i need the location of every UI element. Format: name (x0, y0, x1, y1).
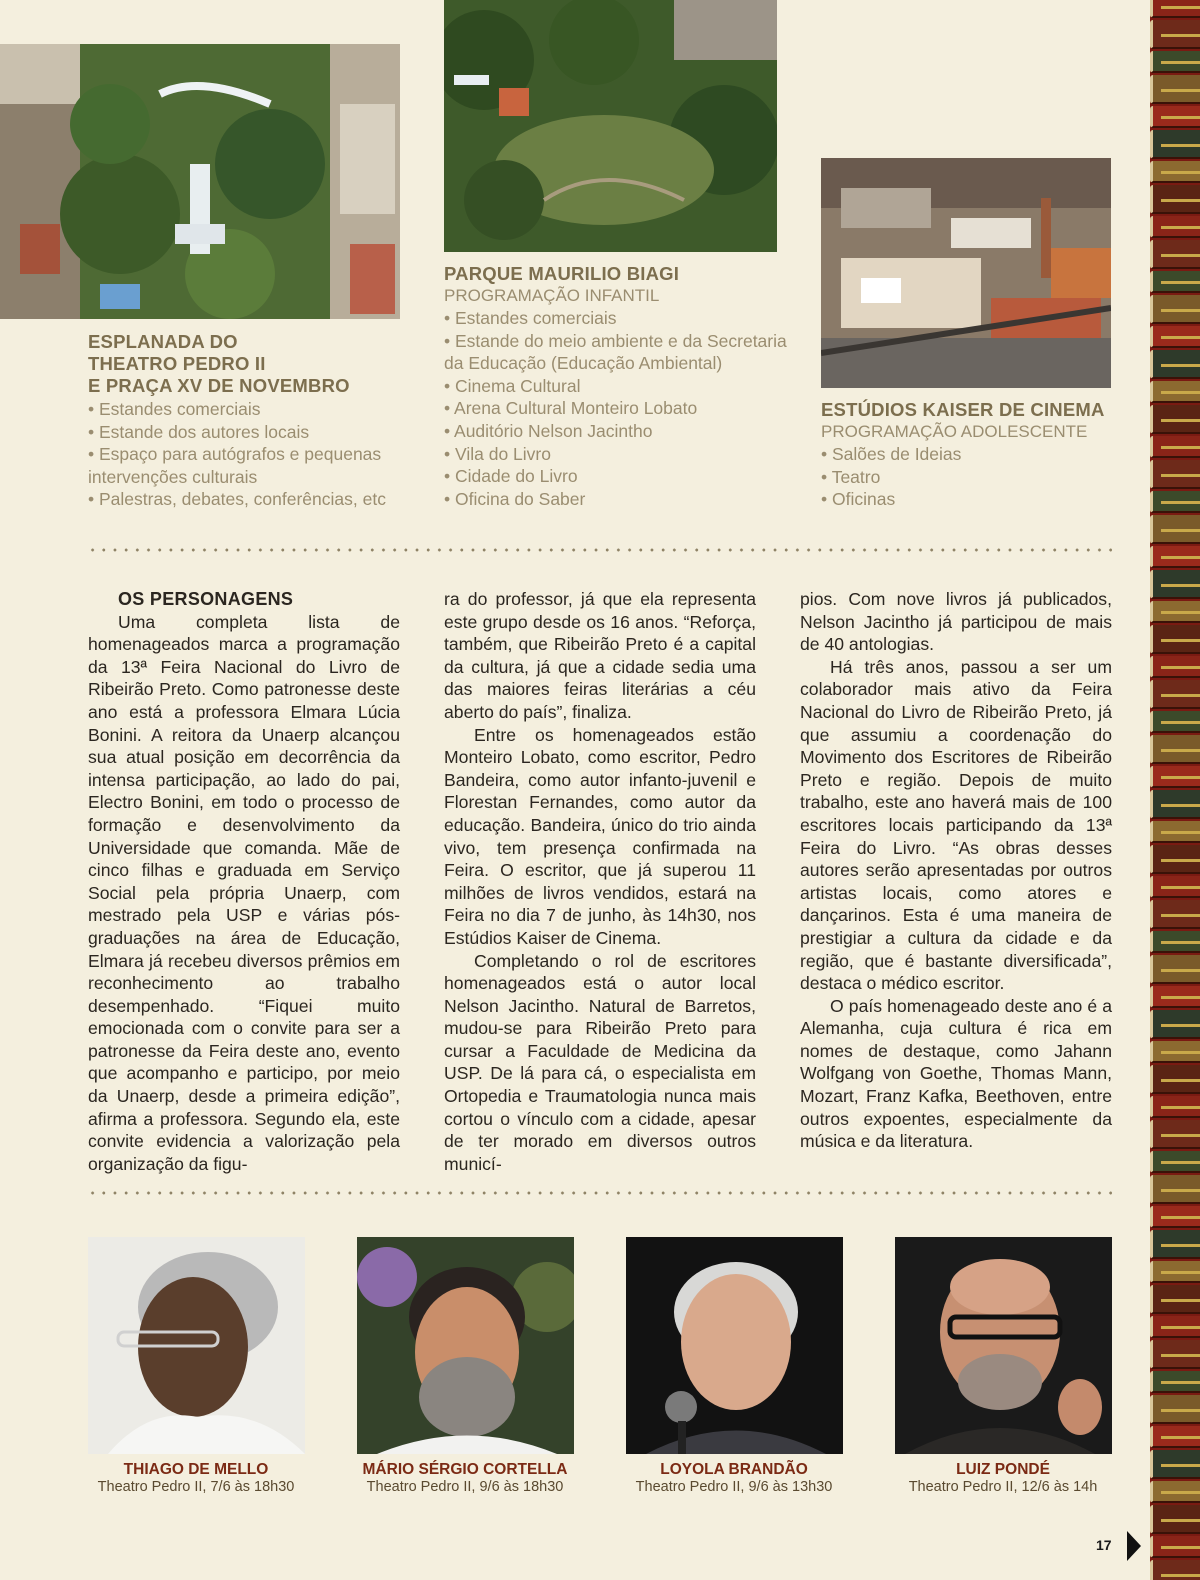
dotted-divider (87, 548, 1112, 552)
spine-band (1161, 1244, 1200, 1247)
spine-band (1161, 1574, 1200, 1577)
book-spine (1150, 680, 1200, 709)
spine-band (1161, 859, 1200, 862)
spine-band (1161, 1381, 1200, 1384)
spine-band (1161, 446, 1200, 449)
spine-band (1161, 749, 1200, 752)
book-spine (1150, 1395, 1200, 1424)
spine-band (1161, 1189, 1200, 1192)
list-item: • Auditório Nelson Jacintho (444, 420, 789, 443)
spine-band (1161, 996, 1200, 999)
book-spine (1150, 1481, 1200, 1503)
person-name: LUIZ PONDÉ (956, 1461, 1050, 1478)
book-spine (1150, 1505, 1200, 1534)
venue-title: ESTÚDIOS KAISER DE CINEMA (821, 399, 1105, 420)
list-item: • Salões de Ideias (821, 443, 1121, 466)
book-spine (1150, 570, 1200, 599)
book-spine (1150, 1340, 1200, 1369)
spine-band (1161, 1024, 1200, 1027)
spine-band (1161, 1464, 1200, 1467)
spine-band (1161, 474, 1200, 477)
book-spine (1150, 20, 1200, 49)
person-info: Theatro Pedro II, 12/6 às 14h (908, 1479, 1098, 1495)
book-spine (1150, 766, 1200, 788)
spine-band (1161, 391, 1200, 394)
spine-band (1161, 721, 1200, 724)
person-info: Theatro Pedro II, 9/6 às 18h30 (366, 1479, 564, 1495)
person-info: Theatro Pedro II, 7/6 às 18h30 (97, 1479, 295, 1495)
book-spine (1150, 1175, 1200, 1204)
book-spine (1150, 1426, 1200, 1448)
spine-band (1161, 1546, 1200, 1549)
spine-band (1161, 281, 1200, 284)
book-spine (1150, 931, 1200, 953)
parque-aerial-photo (444, 0, 777, 252)
spine-band (1161, 501, 1200, 504)
book-spine (1150, 350, 1200, 379)
article-paragraph: Uma completa lista de homenageados marca a programação da 13ª Feira Nacional do Livro de Ribeirão Preto. Como patronesse deste ano está a professora Elmara Lúcia Bonini. A reitora da Unaerp alcançou sua atual posição em decorrência da intensa participação, ao lado do pai, Electro Bonini, em todo o processo de formação e desenvolvimento da Universidade que comanda. Mãe de cinco filhas e graduada em Serviço Social pela própria Unaerp, com mestrado pela USP e várias pós-graduações na área de Educação, Elmara já recebeu diversos prêmios em reconhecimento ao trabalho desempenhado. “Fiquei muito emocionada com o convite para ser a patronesse da Feira deste ano, evento que acompanho e participo, por meio da Unaerp, desde a primeira edição”, afirma a professora. Segundo ela, este convite evidencia a valorização pela organização da figu- (88, 611, 400, 1174)
spine-band (1161, 1491, 1200, 1494)
list-item: • Estandes comerciais (444, 307, 789, 330)
spine-band (1161, 941, 1200, 944)
person-name: LOYOLA BRANDÃO (660, 1461, 808, 1478)
list-item: • Estande do meio ambiente e da Secretaria da Educação (Educação Ambiental) (444, 330, 789, 375)
venue-title-line: E PRAÇA XV DE NOVEMBRO (88, 375, 350, 396)
spine-band (1161, 226, 1200, 229)
book-spine (1150, 876, 1200, 898)
spine-band (1161, 914, 1200, 917)
spine-band (1161, 34, 1200, 37)
book-spine (1150, 185, 1200, 214)
list-item: • Oficina do Saber (444, 488, 789, 511)
book-spine (1150, 1151, 1200, 1173)
venue-title-line: ESPLANADA DO (88, 331, 238, 352)
venue-list (821, 443, 1121, 511)
article-paragraph: ra do professor, já que ela representa este grupo desde os 16 anos. “Reforça, também, que Ribeirão Preto é a capital da cultura, já que a cidade sedia uma das maiores feiras literárias a céu aberto do país”, finaliza. (444, 589, 756, 722)
portrait-mario-sergio-cortella (357, 1237, 574, 1454)
spine-band (1161, 776, 1200, 779)
book-spine (1150, 106, 1200, 128)
book-spine (1150, 240, 1200, 269)
spine-band (1161, 831, 1200, 834)
spine-band (1161, 1354, 1200, 1357)
book-spine (1150, 75, 1200, 104)
venue-parque (444, 263, 789, 510)
dotted-divider (87, 1191, 1112, 1195)
book-spine (1150, 1010, 1200, 1039)
person-name: THIAGO DE MELLO (123, 1461, 269, 1478)
next-page-arrow-icon[interactable] (1127, 1531, 1141, 1561)
spine-band (1161, 529, 1200, 532)
book-spine (1150, 845, 1200, 874)
spine-band (1161, 1216, 1200, 1219)
spine-band (1161, 1299, 1200, 1302)
book-spine (1150, 0, 1200, 18)
book-spine (1150, 955, 1200, 984)
list-item: • Palestras, debates, conferências, etc (88, 488, 408, 511)
book-spine (1150, 546, 1200, 568)
book-spine (1150, 625, 1200, 654)
spine-band (1161, 254, 1200, 257)
portrait-luiz-ponde (895, 1237, 1112, 1454)
book-spine (1150, 1065, 1200, 1094)
book-spine (1150, 130, 1200, 159)
spine-band (1161, 419, 1200, 422)
spine-band (1161, 1436, 1200, 1439)
spine-band (1161, 199, 1200, 202)
venue-title: PARQUE MAURILIO BIAGI (444, 263, 680, 284)
spine-band (1161, 1519, 1200, 1522)
book-spine (1150, 405, 1200, 434)
book-spine (1150, 161, 1200, 183)
list-item: • Oficinas (821, 488, 1121, 511)
article-column-1 (88, 588, 400, 1175)
article-paragraph: Completando o rol de escritores homenageados está o autor local Nelson Jacintho. Natural de Barretos, mudou-se para Ribeirão Preto para cursar a Faculdade de Medicina da USP. De lá para cá, o especialista em Ortopedia e Traumatologia nunca mais cortou o vínculo com a cidade, apesar de ter morado em diversos outros municí- (444, 950, 756, 1174)
book-spine (1150, 295, 1200, 324)
spine-band (1161, 969, 1200, 972)
list-item: • Estande dos autores locais (88, 421, 408, 444)
book-spine (1150, 1285, 1200, 1314)
article-paragraph: Entre os homenageados estão Monteiro Lobato, como escritor, Pedro Bandeira, como autor infanto-juvenil e Florestan Fernandes, como autor da educação. Bandeira, único do trio ainda vivo, tem presença confirmada na Feira. O escritor, que já superou 11 milhões de livros vendidos, estará na Feira no dia 7 de junho, às 14h30, nos Estúdios Kaiser de Cinema. (444, 724, 756, 948)
spine-band (1161, 1079, 1200, 1082)
article-paragraph: O país homenageado deste ano é a Alemanha, cuja cultura é rica em nomes de destaque, como Jahann Wolfgang von Goethe, Thomas Mann, Mozart, Franz Kafka, Beethoven, entre outros expoentes, especialmente da música e da literatura. (800, 995, 1112, 1152)
book-spine (1150, 1536, 1200, 1558)
book-spine (1150, 986, 1200, 1008)
spine-band (1161, 1051, 1200, 1054)
list-item: • Cidade do Livro (444, 465, 789, 488)
book-spine (1150, 601, 1200, 623)
spine-band (1161, 1409, 1200, 1412)
book-spine (1150, 1206, 1200, 1228)
venue-list (444, 307, 789, 510)
spine-band (1161, 364, 1200, 367)
spine-band (1161, 666, 1200, 669)
spine-band (1161, 556, 1200, 559)
spine-band (1161, 144, 1200, 147)
venue-title-line: THEATRO PEDRO II (88, 353, 266, 374)
book-spine (1150, 790, 1200, 819)
book-spine (1150, 326, 1200, 348)
book-spine (1150, 1371, 1200, 1393)
book-spine (1150, 1450, 1200, 1479)
venue-subtitle: PROGRAMAÇÃO INFANTIL (444, 286, 660, 305)
spine-band (1161, 611, 1200, 614)
book-spine (1150, 1316, 1200, 1338)
book-spine (1150, 271, 1200, 293)
spine-band (1161, 1134, 1200, 1137)
spine-band (1161, 639, 1200, 642)
book-spine (1150, 821, 1200, 843)
list-item: • Teatro (821, 466, 1121, 489)
book-spine (1150, 1560, 1200, 1580)
book-spine (1150, 381, 1200, 403)
list-item: • Vila do Livro (444, 443, 789, 466)
venue-estudios (821, 399, 1121, 511)
article-column-3 (800, 588, 1112, 1153)
spine-band (1161, 336, 1200, 339)
article-paragraph: pios. Com nove livros já publicados, Nelson Jacintho já participou de mais de 40 antologias. (800, 589, 1112, 655)
spine-band (1161, 6, 1200, 9)
person-info: Theatro Pedro II, 9/6 às 13h30 (635, 1479, 833, 1495)
book-spine (1150, 1230, 1200, 1259)
portrait-loyola-brandao (626, 1237, 843, 1454)
book-spine (1150, 216, 1200, 238)
book-spine (1150, 1120, 1200, 1149)
list-item: • Arena Cultural Monteiro Lobato (444, 397, 789, 420)
estudios-aerial-photo (821, 158, 1111, 388)
article-column-2 (444, 588, 756, 1175)
book-spine (1150, 900, 1200, 929)
book-spine (1150, 1261, 1200, 1283)
spine-band (1161, 116, 1200, 119)
spine-band (1161, 886, 1200, 889)
venue-list (88, 398, 408, 511)
spine-band (1161, 1106, 1200, 1109)
book-spine (1150, 491, 1200, 513)
venue-esplanada (88, 331, 408, 511)
spine-band (1161, 694, 1200, 697)
book-spine (1150, 515, 1200, 544)
portrait-thiago-de-mello (88, 1237, 305, 1454)
spine-band (1161, 171, 1200, 174)
book-spine (1150, 656, 1200, 678)
list-item: • Estandes comerciais (88, 398, 408, 421)
article-paragraph: Há três anos, passou a ser um colaborador mais ativo da Feira Nacional do Livro de Ribeirão Preto, já que assumiu a coordenação do Movimento dos Escritores de Ribeirão Preto e região. Depois de muito trabalho, este ano haverá mais de 100 escritores locais participando da 13ª Feira do Livro. “As obras desses autores serão apresentadas por outros artistas locais, como atores e dançarinos. Esta é uma maneira de prestigiar a cultura da cidade e da região, que é bastante diversificada”, destaca o médico escritor. (800, 656, 1112, 994)
book-spine (1150, 460, 1200, 489)
book-spine (1150, 436, 1200, 458)
article-heading: OS PERSONAGENS (118, 589, 294, 609)
book-spines-decoration (1150, 0, 1200, 1580)
spine-band (1161, 61, 1200, 64)
spine-band (1161, 584, 1200, 587)
page-number: 17 (1096, 1537, 1112, 1553)
spine-band (1161, 1161, 1200, 1164)
list-item: • Cinema Cultural (444, 375, 789, 398)
esplanada-aerial-photo (0, 44, 400, 319)
venue-subtitle: PROGRAMAÇÃO ADOLESCENTE (821, 422, 1088, 441)
book-spine (1150, 711, 1200, 733)
person-name: MÁRIO SÉRGIO CORTELLA (362, 1461, 568, 1478)
spine-band (1161, 89, 1200, 92)
book-spine (1150, 735, 1200, 764)
spine-band (1161, 309, 1200, 312)
list-item: • Espaço para autógrafos e pequenas intervenções culturais (88, 443, 408, 488)
spine-band (1161, 804, 1200, 807)
book-spine (1150, 51, 1200, 73)
book-spine (1150, 1096, 1200, 1118)
book-spine (1150, 1041, 1200, 1063)
spine-band (1161, 1326, 1200, 1329)
spine-band (1161, 1271, 1200, 1274)
